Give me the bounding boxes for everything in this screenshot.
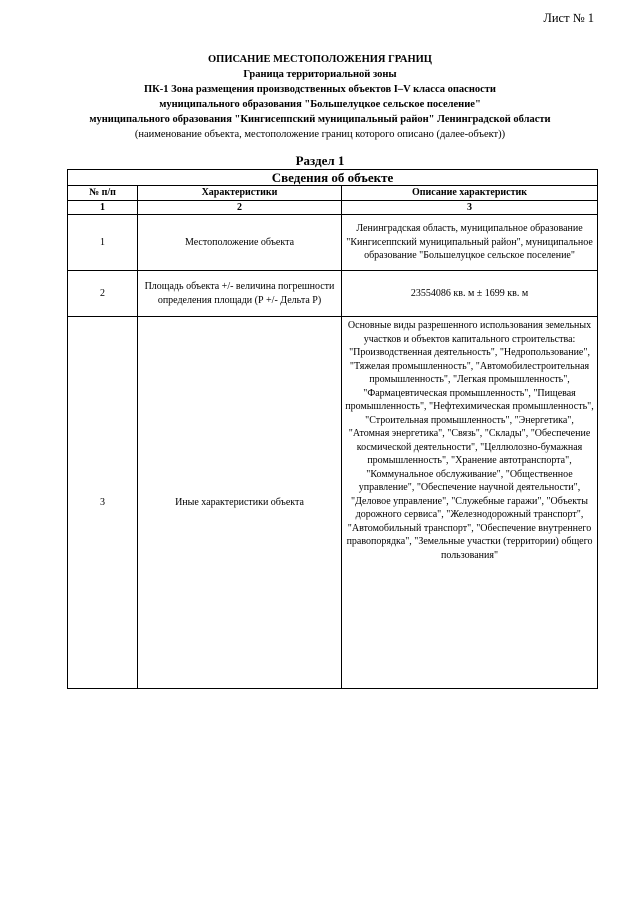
section-title: Раздел 1 (295, 153, 345, 168)
sheet-number: Лист № 1 (543, 11, 594, 25)
row-characteristic: Местоположение объекта (138, 215, 342, 271)
table-row (68, 215, 598, 271)
row-number: 2 (68, 271, 138, 317)
header-note: (наименование объекта, местоположение границ которого описано (далее-объект)) (134, 129, 506, 140)
column-header-description: Описание характеристик (342, 186, 598, 201)
header-district: муниципального образования "Кингисеппский муниципальный район" Ленинградской области (89, 114, 551, 125)
column-number-row (68, 200, 598, 215)
object-info-table (67, 169, 598, 689)
header-title: ОПИСАНИЕ МЕСТОПОЛОЖЕНИЯ ГРАНИЦ (208, 54, 432, 65)
row-number: 1 (68, 215, 138, 271)
table-row (68, 271, 598, 317)
column-number: 3 (342, 200, 598, 215)
row-number: 3 (68, 317, 138, 689)
header-settlement: муниципального образования "Большелуцкое сельское поселение" (159, 99, 481, 110)
table-caption: Сведения об объекте (68, 170, 598, 186)
document-header (0, 52, 640, 142)
column-header-characteristic: Характеристики (138, 186, 342, 201)
table-caption-row (68, 170, 598, 186)
table-header-row (68, 186, 598, 201)
row-characteristic: Иные характеристики объекта (138, 317, 342, 689)
row-description: Основные виды разрешенного использования земельных участков и объектов капитального строительства: "Производственная деятельность", "Недропользование", "Тяжелая промышленность", "Автомобилестроительная промышленность", "Легкая промышленность", "Фармацевтическая промышленность", "Пищевая промышленность", "Нефтехимическая промышленность", "Строительная промышленность", "Энергетика", "Атомная энергетика", "Связь", "Склады", "Обеспечение космической деятельности", "Целлюлозно-бумажная промышленность", "Хранение автотранспорта", "Коммунальное обслуживание", "Общественное управление", "Обеспечение научной деятельности", "Деловое управление", "Служебные гаражи", "Объекты дорожного сервиса", "Железнодорожный транспорт", "Автомобильный транспорт", "Обеспечение внутреннего правопорядка", "Земельные участки (территории) общего пользования" (342, 317, 598, 689)
column-number: 1 (68, 200, 138, 215)
row-description: 23554086 кв. м ± 1699 кв. м (342, 271, 598, 317)
header-zone-type: Граница территориальной зоны (243, 69, 397, 80)
header-zone-name: ПК-1 Зона размещения производственных объектов I–V класса опасности (144, 84, 496, 95)
row-characteristic: Площадь объекта +/- величина погрешности определения площади (Р +/- Дельта Р) (138, 271, 342, 317)
column-number: 2 (138, 200, 342, 215)
table-row (68, 317, 598, 689)
column-header-number: № п/п (68, 186, 138, 201)
row-description: Ленинградская область, муниципальное образование "Кингисеппский муниципальный район", муниципальное образование "Большелуцкое сельское поселение" (342, 215, 598, 271)
